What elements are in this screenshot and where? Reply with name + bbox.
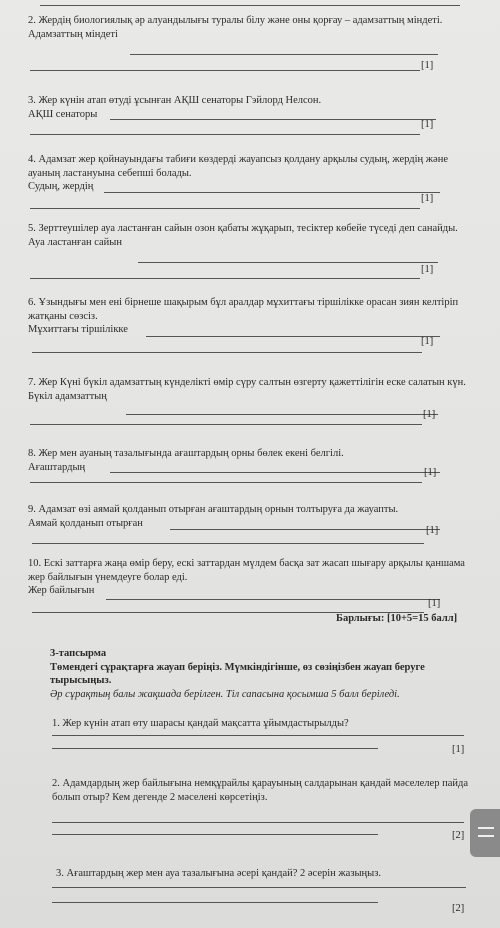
question-prompt: АҚШ сенаторы — [28, 108, 98, 120]
menu-icon — [478, 827, 494, 829]
mark: [1] — [426, 525, 439, 536]
section-instruction: Төмендегі сұрақтарға жауап беріңіз. Мүмкіндігінше, өз сөзіңізбен жауап беруге тырысыңыз. — [50, 661, 425, 686]
question-text: 6. Ұзындығы мен ені бірнеше шақырым бұл аралдар мұхиттағы тіршілікке орасан зиян келтіріп жатқаны сөзсіз. — [28, 297, 459, 322]
section-3 — [50, 647, 470, 701]
question-text: 3. Жер күнін атап өтуді ұсынған АҚШ сенаторы Гэйлорд Нелсон. — [28, 95, 322, 106]
answer-line[interactable] — [52, 834, 378, 835]
answer-line[interactable] — [146, 336, 440, 337]
question-text: 2. Адамдардың жер байлығына немқұрайлы қарауының салдарынан қандай мәселелер пайда болып отыр? Кем дегенде 2 мәселені көрсетіңіз. — [52, 778, 468, 803]
answer-line[interactable] — [52, 748, 378, 749]
mark: [1] — [452, 744, 465, 755]
answer-line[interactable] — [52, 822, 464, 823]
mark: [1] — [421, 336, 434, 347]
answer-line[interactable] — [52, 887, 466, 888]
answer-line[interactable] — [30, 424, 422, 425]
question-text: 7. Жер Күні бүкіл адамзаттың күнделікті өмір сүру салтын өзгерту қажеттілігін еске салатын күн. — [28, 377, 466, 388]
mark: [2] — [452, 830, 465, 841]
question-prompt: Жер байлығын — [28, 585, 95, 596]
mark: [1] — [421, 264, 434, 275]
answer-line[interactable] — [110, 119, 436, 120]
question-text: 5. Зерттеушілер ауа ластанған сайын озон қабаты жұқарып, тесіктер көбейе түседі деп санайды. — [28, 223, 458, 234]
answer-line[interactable] — [30, 208, 420, 209]
answer-line[interactable] — [32, 543, 424, 544]
question-prompt: Аямай қолданып отырған — [28, 517, 143, 529]
question-text: 10. Ескі заттарға жаңа өмір беру, ескі заттардан мүлдем басқа зат жасап шығару арқылы қаншама жер байлығын үнемдеуге болар еді. — [28, 558, 465, 583]
answer-line[interactable] — [170, 529, 440, 530]
answer-line[interactable] — [32, 352, 422, 353]
question-text: 9. Адамзат өзі аямай қолданып отырған ағаштардың орнын толтыруға да жауапты. — [28, 504, 399, 515]
answer-line[interactable] — [30, 482, 422, 483]
mark: [1] — [428, 598, 441, 609]
answer-line[interactable] — [110, 472, 440, 473]
question-prompt: Адамзаттың міндеті — [28, 28, 118, 40]
answer-line[interactable] — [52, 735, 464, 736]
question-prompt: Ағаштардың — [28, 461, 86, 473]
mark: [1] — [423, 409, 436, 420]
answer-line[interactable] — [104, 192, 440, 193]
question-10 — [28, 557, 468, 598]
open-question-2 — [52, 777, 472, 804]
top-divider — [40, 5, 460, 6]
section-note: Әр сұрақтың балы жақшада берілген. Тіл сапасына қосымша 5 балл беріледі. — [50, 688, 400, 700]
answer-line[interactable] — [130, 54, 438, 55]
question-3 — [28, 94, 468, 121]
question-5 — [28, 222, 468, 249]
answer-line[interactable] — [138, 262, 438, 263]
answer-line[interactable] — [30, 70, 420, 71]
side-menu-button[interactable] — [470, 809, 500, 857]
section-title: 3-тапсырма — [50, 648, 107, 659]
mark: [2] — [452, 903, 465, 914]
question-prompt: Мұхиттағы тіршілікке — [28, 324, 128, 335]
answer-line[interactable] — [126, 414, 438, 415]
question-prompt: Ауа ластанған сайын — [28, 236, 122, 248]
question-4 — [28, 153, 468, 194]
answer-line[interactable] — [30, 134, 420, 135]
answer-line[interactable] — [52, 902, 378, 903]
question-prompt: Бүкіл адамзаттың — [28, 390, 107, 402]
question-2 — [28, 14, 468, 41]
question-6 — [28, 296, 468, 337]
question-8 — [28, 447, 468, 474]
question-9 — [28, 503, 468, 530]
menu-icon — [478, 835, 494, 837]
open-question-3 — [56, 867, 476, 881]
question-text: 8. Жер мен ауаның тазалығында ағаштардың орны бөлек екені белгілі. — [28, 448, 344, 459]
total-score: Барлығы: [10+5=15 балл] — [336, 613, 458, 624]
question-prompt: Судың, жердің — [28, 181, 94, 192]
question-7 — [28, 376, 468, 403]
question-text: 1. Жер күнін атап өту шарасы қандай мақсатта ұйымдастырылды? — [52, 718, 349, 729]
mark: [1] — [421, 119, 434, 130]
mark: [1] — [424, 467, 437, 478]
mark: [1] — [421, 60, 434, 71]
mark: [1] — [421, 193, 434, 204]
answer-line[interactable] — [30, 278, 420, 279]
question-text: 4. Адамзат жер қойнауындағы табиғи көздерді жауапсыз қолдану арқылы судың, жердің және ауаның ластануына себепші болады. — [28, 154, 448, 179]
question-text: 3. Ағаштардың жер мен ауа тазалығына әсері қандай? 2 әсерін жазыңыз. — [56, 868, 381, 879]
answer-line[interactable] — [106, 599, 440, 600]
open-question-1 — [52, 717, 472, 731]
question-text: 2. Жердің биологиялық әр алуандылығы туралы білу және оны қорғау – адамзаттың міндеті. — [28, 15, 443, 26]
